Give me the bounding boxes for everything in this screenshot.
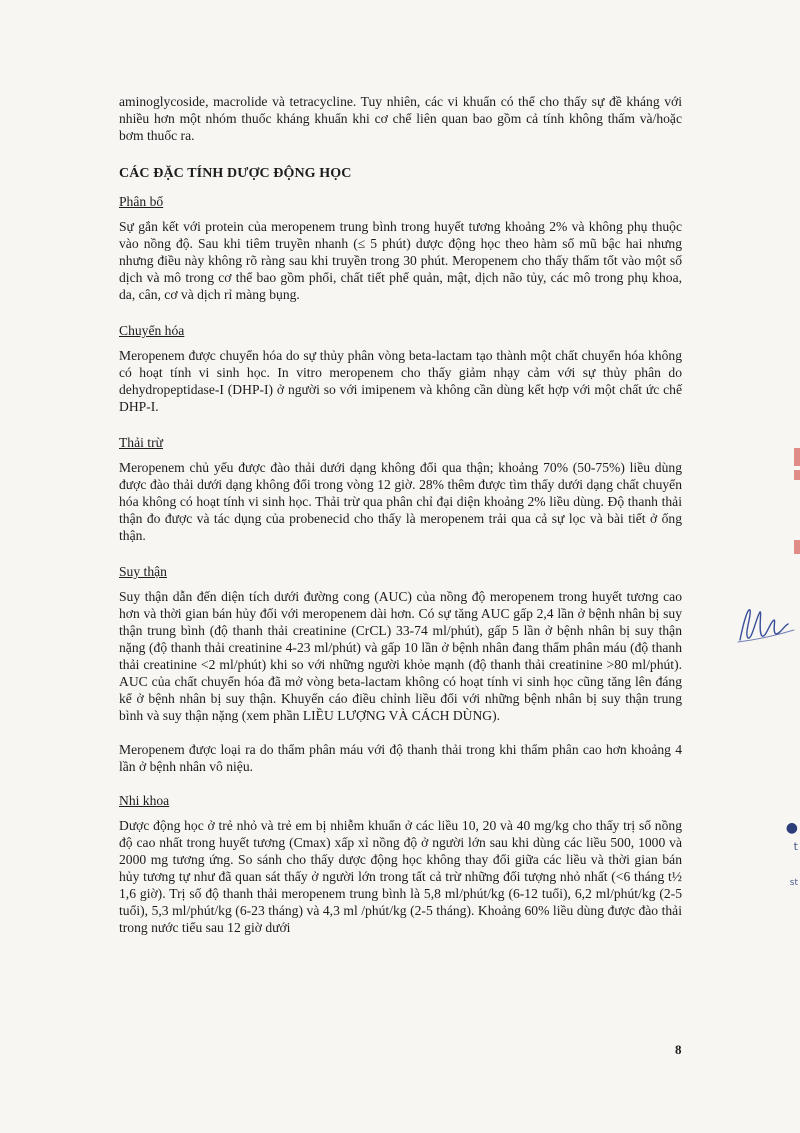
edge-stain-mark <box>794 470 800 480</box>
section-renal-impairment <box>119 564 682 775</box>
section-elimination <box>119 435 682 544</box>
handwritten-signature <box>734 600 798 648</box>
section-pediatrics <box>119 793 682 936</box>
edge-stain-mark <box>794 448 800 466</box>
edge-stain-mark <box>794 540 800 554</box>
section-paragraph: Meropenem được chuyển hóa do sự thủy phân vòng beta-lactam tạo thành một chất chuyển hóa không có hoạt tính vi sinh học. In vitro meropenem cho thấy giảm nhạy cảm với sự thủy phân do dehydropeptidase-I (DHP-I) ở người so với imipenem và không cần dùng kết hợp với một chất ức chế DHP-I. <box>119 348 682 414</box>
section-distribution <box>119 194 682 303</box>
section-paragraph: Meropenem chủ yếu được đào thải dưới dạng không đổi qua thận; khoảng 70% (50-75%) liều dùng được đào thải dưới dạng không đổi trong vòng 12 giờ. 28% thêm được tìm thấy dưới dạng chất chuyển hóa không có hoạt tính vi sinh học. Thải trừ qua phân chỉ đại diện khoảng 2% liều dùng. Độ thanh thải thận đo được và tác dụng của probenecid cho thấy là meropenem trải qua cả sự lọc và bài tiết ở ống thận. <box>119 460 682 543</box>
section-paragraph: Sự gắn kết với protein của meropenem trung bình trong huyết tương khoảng 2% và không phụ thuộc vào nồng độ. Sau khi tiêm truyền nhanh (≤ 5 phút) dược động học theo hàm số mũ bậc hai nhưng nhưng điều này không rõ ràng sau khi truyền trong 30 phút. Meropenem cho thấy thấm tốt vào một số dịch và mô trong cơ thể bao gồm phổi, chất tiết phế quản, mật, dịch não tủy, các mô trong phụ khoa, da, cân, cơ và dịch rỉ màng bụng. <box>119 219 682 302</box>
page-content <box>119 93 682 956</box>
section-title: Chuyển hóa <box>119 323 185 338</box>
margin-mark: ● <box>785 820 798 836</box>
section-title: Suy thận <box>119 564 167 579</box>
section-paragraph: Dược động học ở trẻ nhỏ và trẻ em bị nhiễm khuẩn ở các liều 10, 20 và 40 mg/kg cho thấy trị số nồng độ cao nhất trong huyết tương (Cmax) xấp xỉ nồng độ ở người lớn sau khi dùng các liều 500, 1000 và 2000 mg tương ứng. So sánh cho thấy dược động học không thay đổi giữa các liều và thời gian bán hủy tương tự như đã quan sát thấy ở người lớn trong tất cả trừ những đối tượng nhỏ nhất (<6 tháng t½ 1,6 giờ). Trị số độ thanh thải meropenem trung bình là 5,8 ml/phút/kg (6-12 tuổi), 6,2 ml/phút/kg (2-5 tuổi), 5,3 ml/phút/kg (6-23 tháng) và 4,3 ml /phút/kg (2-5 tháng). Khoảng 60% liều dùng được đào thải trong nước tiểu sau 12 giờ dưới <box>119 818 682 935</box>
section-title: Thải trừ <box>119 435 163 450</box>
margin-mark: st <box>789 878 798 888</box>
section-title: Nhi khoa <box>119 793 170 808</box>
section-heading: CÁC ĐẶC TÍNH DƯỢC ĐỘNG HỌC <box>119 166 352 181</box>
section-title: Phân bố <box>119 194 164 209</box>
section-metabolism <box>119 323 682 415</box>
section-paragraph: Suy thận dẫn đến diện tích dưới đường cong (AUC) của nồng độ meropenem trong huyết tương cao hơn và thời gian bán hủy đối với meropenem dài hơn. Có sự tăng AUC gấp 2,4 lần ở bệnh nhân bị suy thận trung bình (độ thanh thải creatinine (CrCL) 33-74 ml/phút), gấp 5 lần ở bệnh nhân bị suy thận nặng (độ thanh thải creatinine 4-23 ml/phút) và gấp 10 lần ở bệnh nhân đang thẩm phân máu (độ thanh thải creatinine <2 ml/phút) khi so với những người khỏe mạnh (độ thanh thải creatinine >80 ml/phút). AUC của chất chuyển hóa đã mở vòng beta-lactam không có hoạt tính vi sinh học cũng tăng lên đáng kể ở bệnh nhân bị suy thận. Khuyến cáo điều chỉnh liều đối với những bệnh nhân bị suy thận trung bình và suy thận nặng (xem phần LIỀU LƯỢNG VÀ CÁCH DÙNG). <box>119 589 682 723</box>
margin-mark: t <box>793 840 798 853</box>
intro-paragraph: aminoglycoside, macrolide và tetracycline. Tuy nhiên, các vi khuẩn có thể cho thấy sự đề kháng với nhiều hơn một nhóm thuốc kháng khuẩn khi cơ chế liên quan bao gồm cả tính không thấm và/hoặc bơm thuốc ra. <box>119 94 682 143</box>
page-number: 8 <box>675 1042 682 1057</box>
section-paragraph: Meropenem được loại ra do thẩm phân máu với độ thanh thải trong khi thẩm phân cao hơn khoảng 4 lần ở bệnh nhân vô niệu. <box>119 742 682 774</box>
